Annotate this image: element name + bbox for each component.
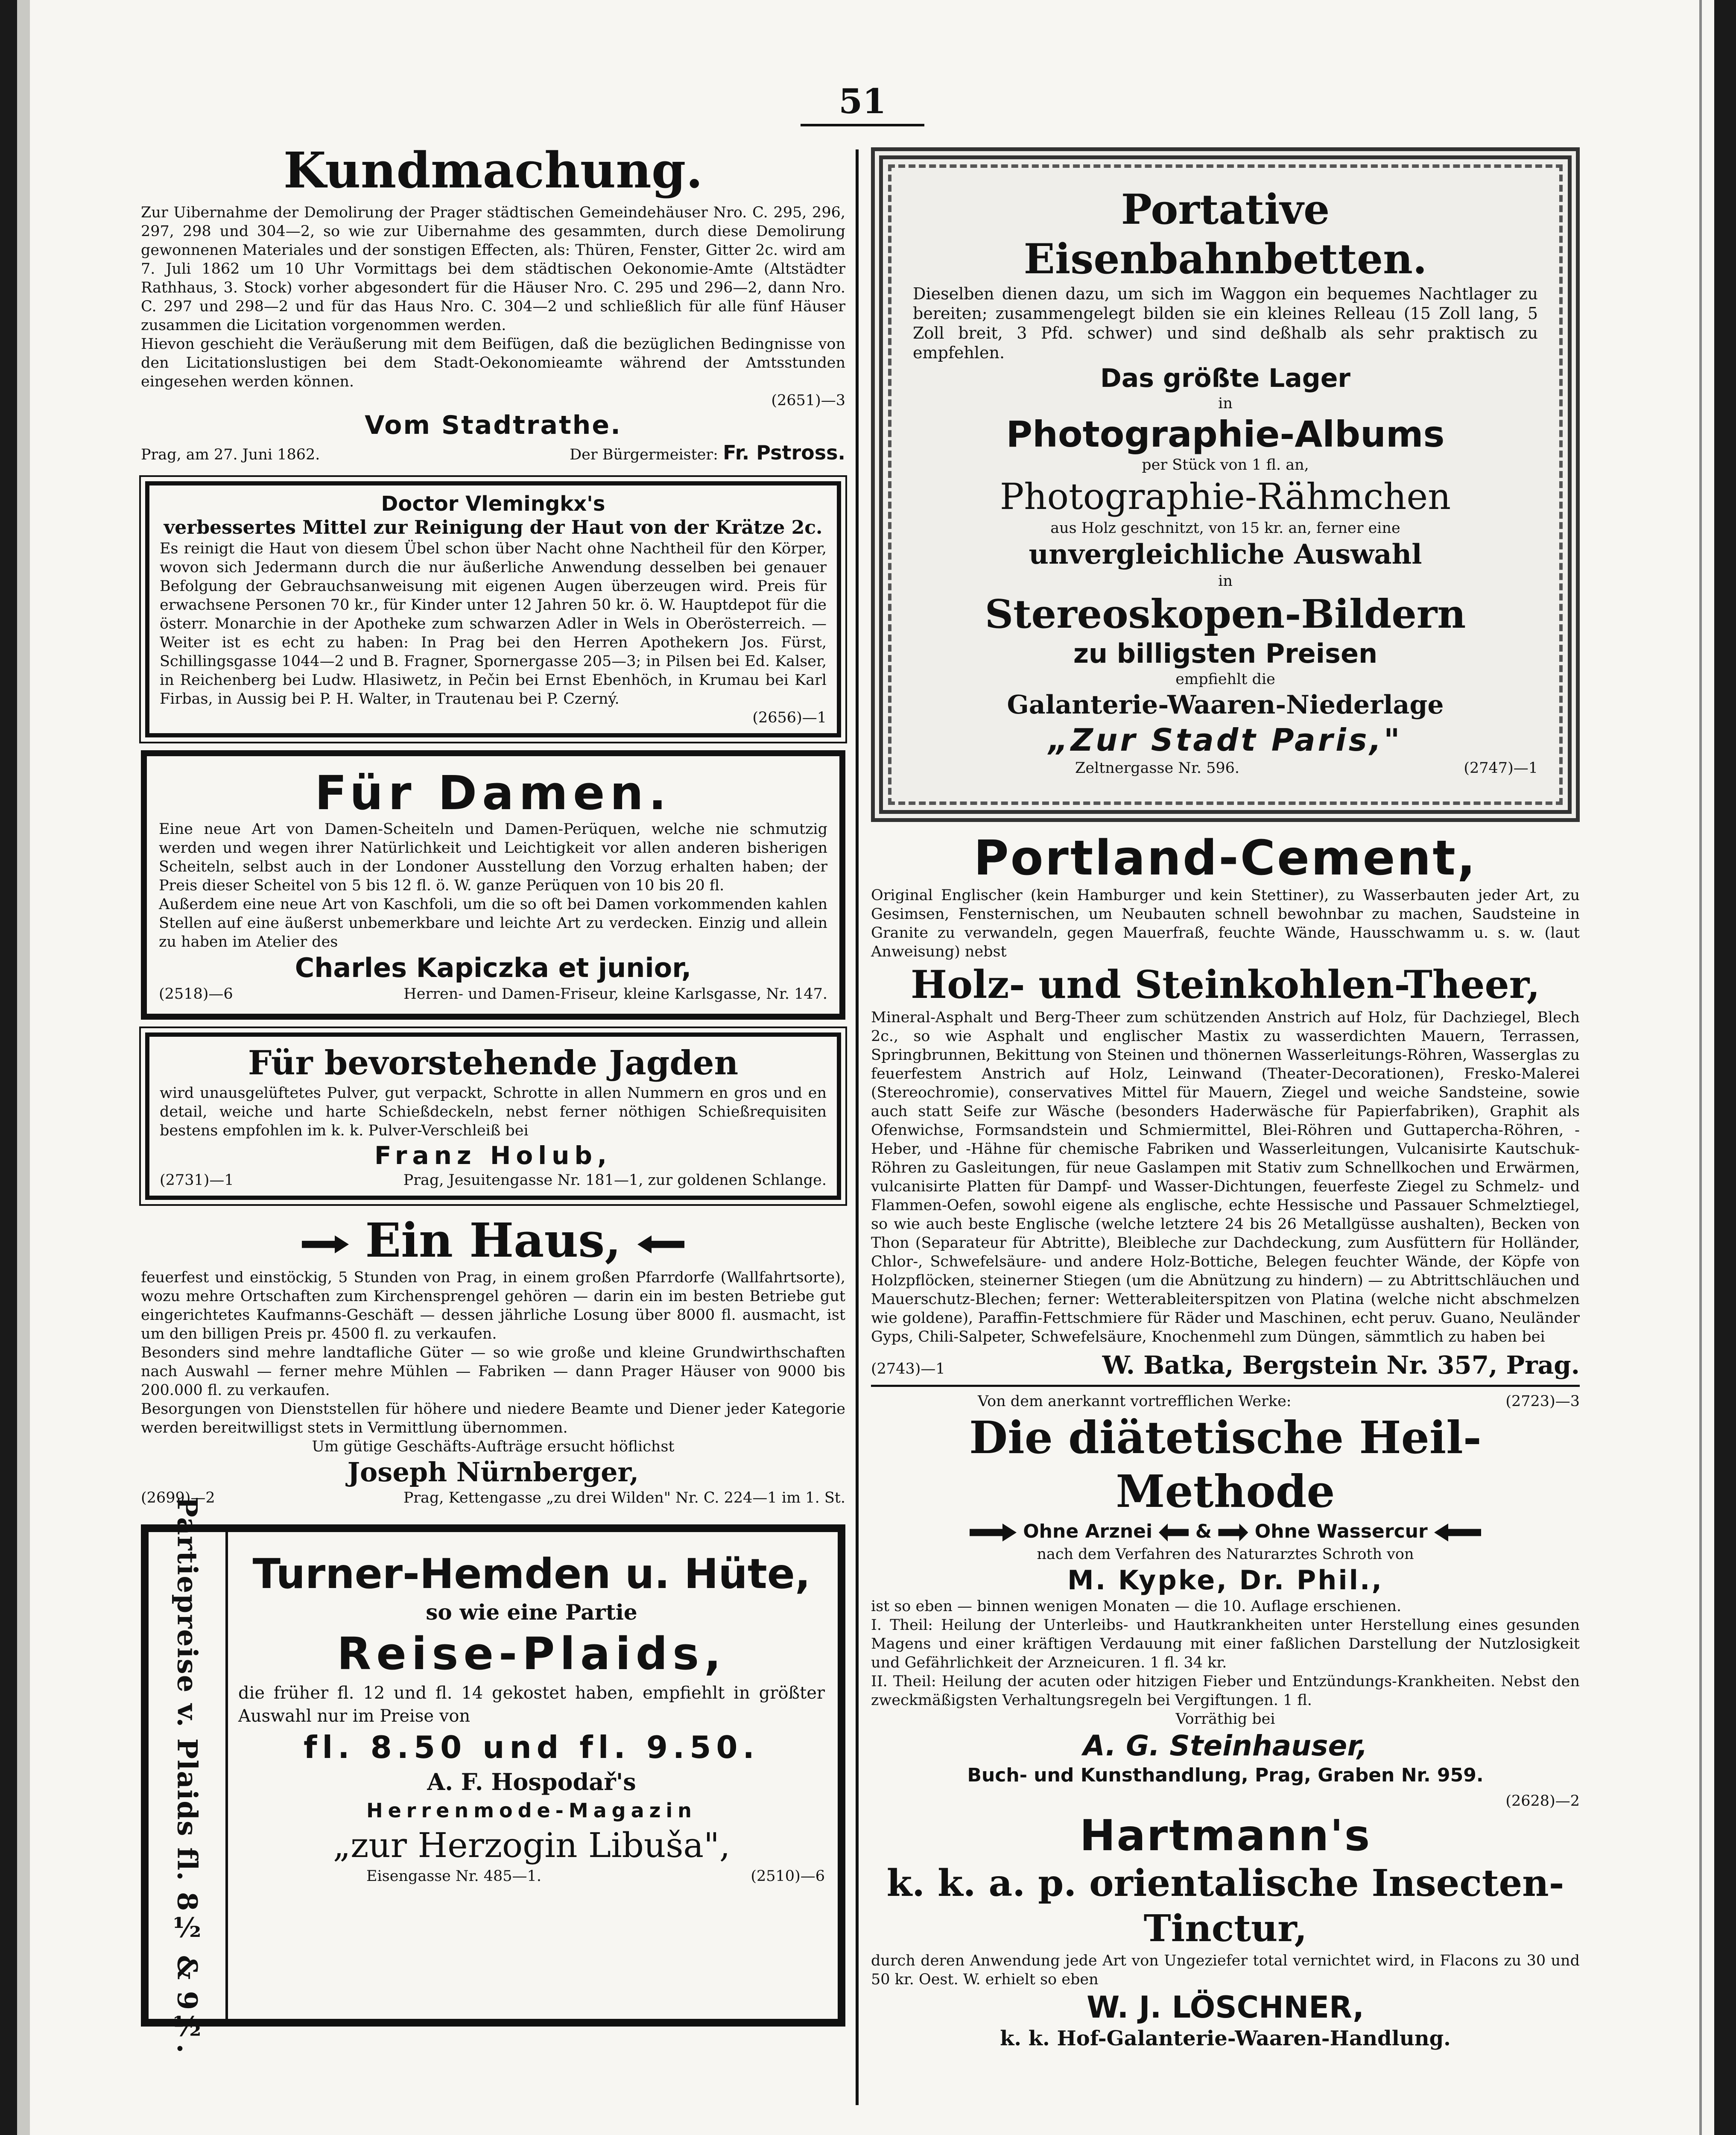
damen-ad (141, 750, 845, 1020)
turner-product: Reise-Plaids, (337, 1628, 726, 1680)
eisenbahn-ref: (2747)—1 (1464, 760, 1538, 777)
left-column (141, 141, 845, 2054)
heil-ohne1: Ohne Arznei (1023, 1521, 1153, 1542)
kundmachung-body: Zur Uibernahme der Demolirung der Prager städtischen Gemeindehäuser Nro. C. 295, 296, 297, 298 und 304—2, so wie zur Uibernahme des gesammten, durch diese Demolirung gewonnenen Materiales und der sonstigen Effecten, als: Thüren, Fenster, Gitter 2c. wird am 7. Juli 1862 um 10 Uhr Vormittags bei dem städtischen Oekonomie-Amte (Altstädter Rathhaus, 3. Stock) vorher abgesondert für die Häuser Nro. C. 295 und 296—2, dann Nro. C. 297 und 298—2 und für das Haus Nro. C. 304—2 und schließlich für alle fünf Häuser zusammen die Licitation vorgenommen werden. (141, 204, 845, 334)
eisenbahn-empf: empfiehlt die (1175, 671, 1275, 688)
heil-amp: & (1195, 1521, 1212, 1542)
eisenbahn-niederlage: Galanterie-Waaren-Niederlage (1007, 690, 1444, 720)
pointing-hand-icon (1434, 1524, 1481, 1541)
heil-title: Die diätetische Heil-Methode (969, 1411, 1482, 1518)
portland-body: Original Englischer (kein Hamburger und kein Stettiner), zu Wasserbauten jeder Art, zu Gesimsen, Fensternischen, um Neubauten schnell bewohnbar zu machen, Saudsteine in Granite zu verwandeln, gegen Mauerfraß, feuchte Wände, Hausschwamm u. s. w. (laut Anweisung) nebst (871, 887, 1580, 960)
portland-ref: (2743)—1 (871, 1360, 945, 1378)
turner-ref: (2510)—6 (751, 1868, 825, 1885)
turner-body: die früher fl. 12 und fl. 14 gekostet haben, empfiehlt in größter Auswahl nur im Preise von (238, 1683, 825, 1726)
vlemingkx-ref: (2656)—1 (752, 709, 827, 726)
turner-name: „zur Herzogin Libuša", (333, 1825, 731, 1865)
eisenbahn-paris: „Zur Stadt Paris," (1048, 722, 1403, 758)
turner-shop: Herrenmode-Magazin (366, 1799, 697, 1822)
eisenbahn-rahmen-note: aus Holz geschnitzt, von 15 kr. an, ferner eine (1050, 520, 1400, 537)
turner-side-text: Partiepreise v. Plaids fl. 8½ & 9½. (171, 1497, 203, 2054)
haus-address: Prag, Kettengasse „zu drei Wilden" Nr. C. 224—1 im 1. St. (403, 1489, 845, 1506)
vlemingkx-body: Es reinigt die Haut von diesem Übel schon über Nacht ohne Nachtheil für den Körper, wovon sich Jedermann durch die nur äußerliche Anwendung desselben bei genauer Befolgung der Gebrauchsanweisung mit eigenen Augen überzeugen wird. Preis für erwachsene Personen 70 kr., für Kinder unter 12 Jahren 50 kr. ö. W. Hauptdepot für die österr. Monarchie in der Apotheke zum schwarzen Adler in Wels in Oberösterreich. — Weiter ist es echt zu haben: In Prag bei den Herren Apothekern Jos. Fürst, Schillingsgasse 1044—2 und B. Fragner, Spornergasse 205—3; in Pilsen bei Ed. Kalser, in Reichenberg bei Ludw. Hlasiwetz, in Pečin bei Ernst Ebenhöch, in Krumau bei Karl Firbas, in Aussig bei P. H. Walter, in Trautenau bei P. Czerný. (160, 540, 827, 708)
portland-theer: Holz- und Steinkohlen-Theer, (911, 962, 1540, 1007)
eisenbahn-body: Dieselben dienen dazu, um sich im Waggon ein bequemes Nachtlager zu bereiten; zusammengelegt bilden sie ein kleines Relleau (15 Zoll lang, 5 Zoll breit, 3 Pfd. schwer) und sind deßhalb als sehr praktisch zu empfehlen. (913, 284, 1538, 362)
page-number-rule (801, 124, 924, 126)
kundmachung-ad (141, 141, 845, 464)
haus-body2: Besonders sind mehre landtafliche Güter — so wie große und kleine Grundwirthschaften nach Auswahl — ferner mehre Mühlen — Fabriken — dann Prager Häuser von 9000 bis 200.000 fl. zu verkaufen. (141, 1344, 845, 1399)
haus-firm: Joseph Nürnberger, (347, 1456, 639, 1488)
eisenbahn-in1: in (1218, 395, 1233, 412)
pointing-hand-icon (1218, 1524, 1248, 1541)
hartmann-ref: (2628)—2 (1505, 1793, 1580, 1810)
eisenbahn-stereo: Stereoskopen-Bildern (985, 591, 1466, 637)
heil-address: Buch- und Kunsthandlung, Prag, Graben Nr. 959. (967, 1764, 1484, 1786)
eisenbahn-lager: Das größte Lager (1100, 363, 1351, 393)
turner-title: Turner-Hemden u. Hüte, (252, 1550, 811, 1598)
kundmachung-ref: (2651)—3 (771, 392, 845, 409)
vlemingkx-subtitle: verbessertes Mittel zur Reinigung der Haut von der Krätze 2c. (164, 517, 823, 538)
eisenbahn-preise: zu billigsten Preisen (1073, 638, 1378, 669)
right-column (871, 147, 1580, 2051)
page-number: 51 (839, 81, 886, 121)
jagden-ref: (2731)—1 (160, 1172, 234, 1189)
portland-firm: W. Batka, Bergstein Nr. 357, Prag. (1102, 1351, 1580, 1380)
pointing-hand-icon (1159, 1524, 1189, 1541)
damen-body2: Außerdem eine neue Art von Kaschfoli, um die so oft bei Damen vorkommenden kahlen Stellen auf eine äußerst unbemerkbare und leichte Art zu verdecken. Einzig und allein zu haben im Atelier des (159, 896, 827, 951)
page-fold-line (1699, 0, 1702, 2135)
eisenbahn-albums-price: per Stück von 1 fl. an, (1142, 456, 1309, 474)
portland-ad (871, 831, 1580, 1380)
heil-ad (871, 1392, 1580, 1787)
haus-body4: Um gütige Geschäfts-Aufträge ersucht höflichst (312, 1438, 675, 1455)
eisenbahn-ad (871, 147, 1580, 822)
haus-title: Ein Haus, (365, 1213, 621, 1268)
heil-nach: nach dem Verfahren des Naturarztes Schroth von (1037, 1546, 1414, 1563)
heil-vorr: Vorräthig bei (1175, 1711, 1275, 1728)
kundmachung-date: Prag, am 27. Juni 1862. (141, 446, 320, 463)
damen-ref: (2518)—6 (159, 986, 233, 1003)
hartmann-body: durch deren Anwendung jede Art von Ungeziefer total vernichtet wird, in Flacons zu 30 und 50 kr. Oest. W. erhielt so eben (871, 1952, 1580, 1988)
heil-t2: II. Theil: Heilung der acuten oder hitzigen Fieber und Entzündungs-Krankheiten. Nebst den zweckmäßigsten Verhaltungsregeln bei Vergiftungen. 1 fl. (871, 1673, 1580, 1709)
haus-body: feuerfest und einstöckig, 5 Stunden von Prag, in einem großen Pfarrdorfe (Wallfahrtsorte), wozu mehre Ortschaften zum Kirchensprengel gehören — darin ein im besten Betriebe gut eingerichtetes Kaufmanns-Geschäft — dessen jährliche Losung über 8000 fl. ausmacht, ist um den billigen Preis pr. 4500 fl. zu verkaufen. (141, 1269, 845, 1342)
jagden-firm: Franz Holub, (374, 1141, 612, 1170)
haus-body3: Besorgungen von Dienststellen für höhere und niedere Beamte und Diener jeder Kategorie werden bereitwilligst stets in Vermittlung übernommen. (141, 1401, 845, 1436)
heil-ohne2: Ohne Wassercur (1254, 1521, 1428, 1542)
hartmann-product: k. k. a. p. orientalische Insecten-Tinctur, (886, 1862, 1564, 1950)
page-left-edge (17, 0, 30, 2135)
eisenbahn-auswahl: unvergleichliche Auswahl (1029, 538, 1422, 570)
hartmann-ad (871, 1792, 1580, 2051)
portland-title: Portland-Cement, (973, 831, 1477, 886)
kundmachung-issuer: Vom Stadtrathe. (365, 410, 622, 440)
pointing-hand-icon (970, 1524, 1017, 1541)
damen-title: Für Damen. (315, 766, 672, 820)
jagden-ad (145, 1032, 841, 1200)
eisenbahn-rahmen: Photographie-Rähmchen (1000, 476, 1451, 518)
eisenbahn-address: Zeltnergasse Nr. 596. (1075, 760, 1239, 777)
hartmann-title: Hartmann's (1079, 1810, 1371, 1860)
pointing-hand-icon (302, 1235, 349, 1253)
column-divider (856, 149, 859, 2105)
haus-ad (141, 1213, 845, 1507)
vlemingkx-ad (145, 481, 841, 737)
jagden-title: Für bevorstehende Jagden (248, 1044, 739, 1082)
heil-author: M. Kypke, Dr. Phil., (1067, 1565, 1383, 1596)
turner-side-banner (149, 1497, 228, 2054)
turner-address: Eisengasse Nr. 485—1. (366, 1868, 541, 1885)
heil-pre: Von dem anerkannt vortrefflichen Werke: (978, 1393, 1292, 1410)
hartmann-address: k. k. Hof-Galanterie-Waaren-Handlung. (1000, 2027, 1451, 2050)
damen-address: Herren- und Damen-Friseur, kleine Karlsgasse, Nr. 147. (403, 986, 827, 1003)
eisenbahn-title: Portative Eisenbahnbetten. (1023, 185, 1427, 283)
turner-price: fl. 8.50 und fl. 9.50. (304, 1729, 760, 1765)
turner-firm: A. F. Hospodař's (427, 1768, 636, 1796)
hartmann-firm: W. J. LÖSCHNER, (1087, 1990, 1364, 2025)
vlemingkx-title: Doctor Vlemingkx's (381, 492, 605, 516)
eisenbahn-albums: Photographie-Albums (1006, 413, 1445, 455)
pointing-hand-icon (637, 1235, 684, 1253)
kundmachung-signature: Fr. Pstross. (723, 441, 845, 464)
jagden-body: wird unausgelüftetes Pulver, gut verpackt, Schrotte in allen Nummern en gros und en detail, weiche und harte Schießdeckeln, nebst ferner nöthigen Schießrequisiten bestens empfohlen im k. k. Pulver-Verschleiß bei (160, 1085, 827, 1139)
heil-t1: I. Theil: Heilung der Unterleibs- und Hautkrankheiten unter Herstellung eines gesunden Magens und einer kräftigen Verdauung mit einer faßlichen Darstellung der Nutzlosigkeit und Gefährlichkeit der Arzneicuren. 1 fl. 34 kr. (871, 1617, 1580, 1671)
heil-firm: A. G. Steinhauser, (1083, 1729, 1368, 1762)
rule (871, 1385, 1580, 1387)
kundmachung-signature-prefix: Der Bürgermeister: (570, 446, 718, 463)
eisenbahn-in2: in (1218, 573, 1233, 590)
damen-firm: Charles Kapiczka et junior, (295, 952, 692, 983)
damen-body: Eine neue Art von Damen-Scheiteln und Damen-Perüquen, welche nie schmutzig werden und wegen ihrer Natürlichkeit und Leichtigkeit vor allen anderen bisherigen Scheiteln, selbst auch in der Londoner Ausstellung den Vorzug erhalten haben; der Preis dieser Scheitel von 5 bis 12 fl. ö. W. ganze Perüquen von 10 bis 20 fl. (159, 821, 827, 894)
haus-ref: (2699)—2 (141, 1489, 215, 1506)
kundmachung-title: Kundmachung. (283, 142, 703, 199)
jagden-address: Prag, Jesuitengasse Nr. 181—1, zur goldenen Schlange. (403, 1172, 827, 1189)
heil-body: ist so eben — binnen wenigen Monaten — die 10. Auflage erschienen. (871, 1598, 1402, 1615)
heil-ref-top: (2723)—3 (1505, 1393, 1580, 1410)
kundmachung-body2: Hievon geschieht die Veräußerung mit dem Beifügen, daß die bezüglichen Bedingnisse von den Licitationslustigen bei dem Stadt-Oekonomieamte während der Amtsstunden eingesehen werden können. (141, 336, 845, 390)
portland-body2: Mineral-Asphalt und Berg-Theer zum schützenden Anstrich auf Holz, für Dachziegel, Blech 2c., so wie Asphalt und englischer Mastix zu wasserdichten Mauern, Terrassen, Springbrunnen, Bekittung von Steinen und thönernen Wasserleitungs-Röhren, Wasserglas zu feuerfestem Anstrich auf Holz, Leinwand (Theater-Decorationen), Fresko-Malerei (Stereochromie), conservatives Mittel für Mauern, Ziegel und weiche Sandsteine, sowie auch statt Seife zur Wäsche (besonders Haderwäsche für Papierfabriken), Graphit als Ofenwichse, Formsandstein und Schmiermittel, Blei-Röhren und Guttapercha-Röhren, -Heber, und -Hähne für chemische Fabriken und Wasserleitungen, Vulcanisirte Kautschuk-Röhren zu Gasleitungen, für neue Gaslampen mit Stativ zum Schnellkochen und Erwärmen, vulcanisirte Platten für Dampf- und Wasser-Dichtungen, feuerfeste Ziegel zu Schmelz- und Flammen-Oefen, sowohl eigene als englische, echte Hessische und Passauer Schmelztiegel, so wie auch beste Englische (welche letztere 24 bis 26 Metallgüsse aushalten), Becken von Thon (Separateur für Abtritte), Bleibleche zur Dachdeckung, zum Ausfüttern für Holländer, Chlor-, Schwefelsäure- und andere Holz-Bottiche, Belegen feuchter Wände, der Köpfe von Holzpflöcken, steinerner Stiegen (um die Abnützung zu hindern) — zu Abtrittschläuchen und Mauerschutz-Blechen; ferner: Wetterableiterspitzen von Platina (welche nicht abschmelzen wie goldene), Paraffin-Fettschmiere für Räder und Maschinen, echt peruv. Guano, Neuländer Gyps, Chili-Salpeter, Schwefelsäure, Knochenmehl zum Düngen, sämmtlich zu haben bei (871, 1009, 1580, 1345)
turner-sub: so wie eine Partie (426, 1600, 637, 1625)
